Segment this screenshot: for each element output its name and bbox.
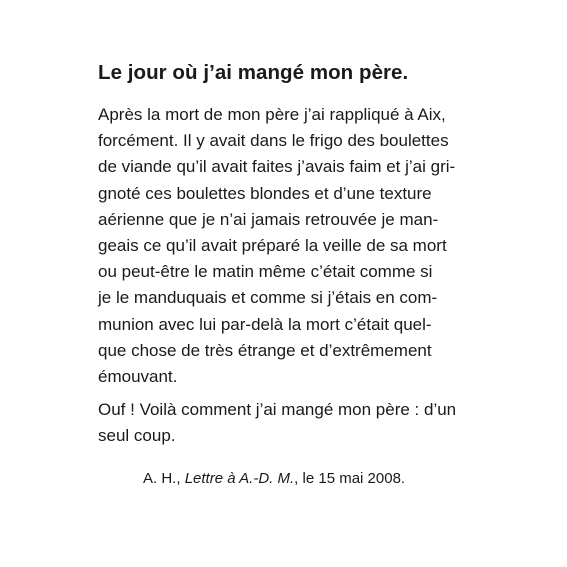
paragraph-line: seul coup. (98, 426, 176, 446)
signature-date: , le 15 mai 2008. (294, 470, 406, 488)
paragraph-line: Ouf ! Voilà comment j’ai mangé mon père : d’un (98, 400, 457, 420)
paragraph-line: émouvant. (98, 366, 178, 386)
document-title: Le jour où j’ai mangé mon père. (98, 61, 409, 84)
paragraph-line: je le manduquais et comme si j’étais en com- (98, 288, 438, 308)
signature-line (98, 468, 473, 490)
paragraph-line: forcément. Il y avait dans le frigo des boulettes (98, 131, 449, 151)
paragraph-1 (98, 102, 473, 390)
paragraph-line: de viande qu’il avait faites j’avais faim et j’ai gri- (98, 157, 456, 177)
paragraph-line: gnoté ces boulettes blondes et d’une texture (98, 183, 432, 203)
signature-author: A. H., (143, 470, 181, 488)
paragraph-2 (98, 397, 473, 449)
signature-work-title: Lettre à A.-D. M. (184, 470, 295, 488)
paragraph-line: Après la mort de mon père j’ai rappliqué à Aix, (98, 105, 446, 124)
document-page (98, 60, 473, 490)
paragraph-line: aérienne que je n’ai jamais retrouvée je man- (98, 209, 439, 229)
paragraph-line: munion avec lui par-delà la mort c’était quel- (98, 314, 432, 334)
paragraph-line: que chose de très étrange et d’extrêmement (98, 340, 432, 360)
paragraph-line: ou peut-être le matin même c’était comme si (98, 262, 433, 282)
paragraph-line: geais ce qu’il avait préparé la veille de sa mort (98, 235, 447, 255)
